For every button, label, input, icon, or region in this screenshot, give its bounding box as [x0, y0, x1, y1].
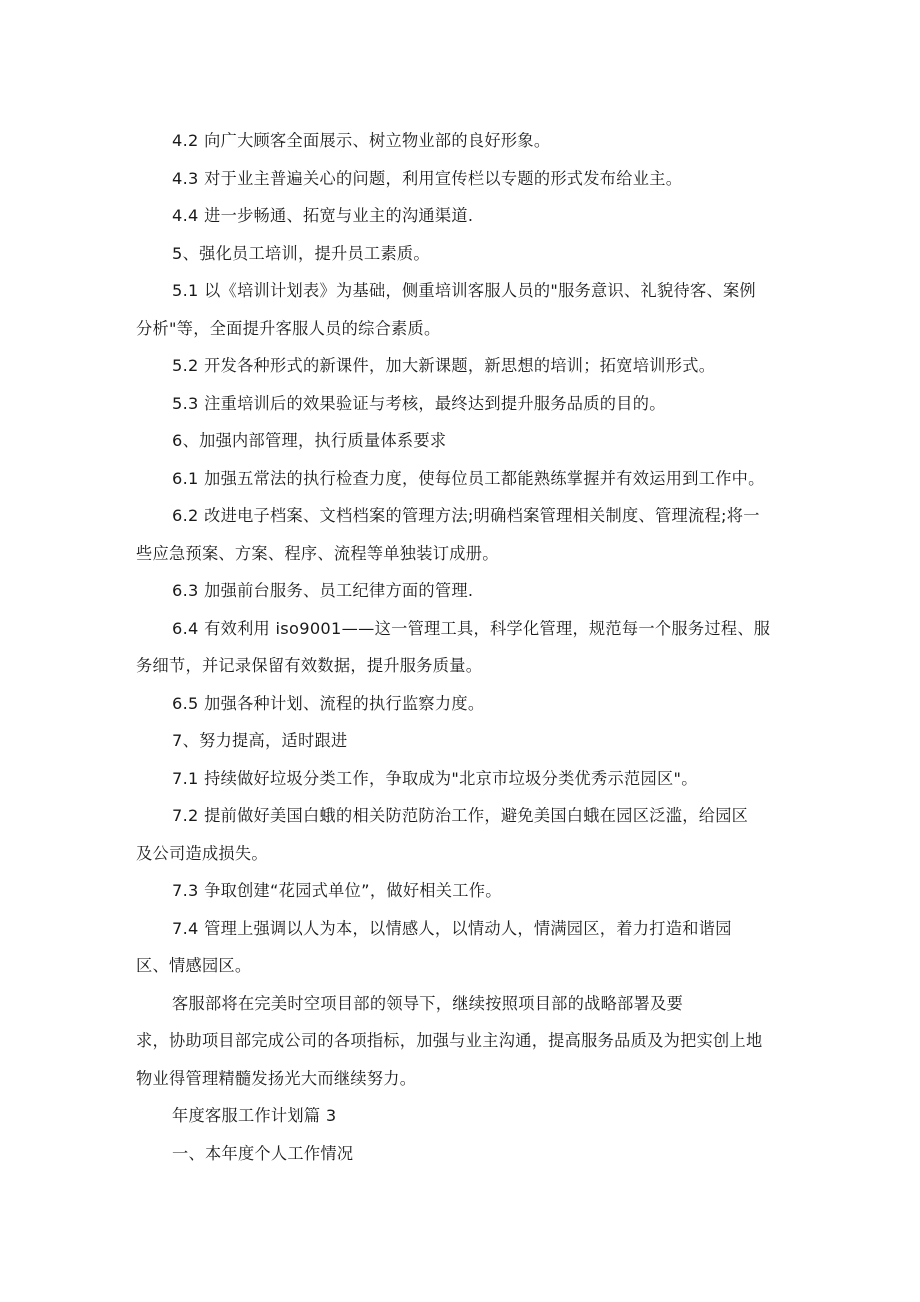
text-line: 些应急预案、方案、程序、流程等单独装订成册。 [136, 543, 499, 563]
document-body [136, 122, 786, 1172]
text-line: 7.3 争取创建“花园式单位”，做好相关工作。 [172, 881, 502, 900]
text-line: 客服部将在完美时空项目部的领导下，继续按照项目部的战略部署及要 [172, 993, 684, 1013]
text-line: 5.3 注重培训后的效果验证与考核，最终达到提升服务品质的目的。 [172, 393, 666, 413]
text-line: 7.1 持续做好垃圾分类工作，争取成为"北京市垃圾分类优秀示范园区"。 [172, 768, 698, 788]
text-line: 年度客服工作计划篇 3 [172, 1106, 337, 1125]
text-line: 6.1 加强五常法的执行检查力度，使每位员工都能熟练掌握并有效运用到工作中。 [172, 468, 765, 488]
text-line: 物业得管理精髓发扬光大而继续努力。 [136, 1068, 417, 1088]
text-line: 7、努力提高，适时跟进 [172, 731, 348, 750]
text-line: 6.5 加强各种计划、流程的执行监察力度。 [172, 693, 485, 713]
text-line: 5.2 开发各种形式的新课件，加大新课题，新思想的培训；拓宽培训形式。 [172, 356, 716, 375]
text-line: 6.2 改进电子档案、文档档案的管理方法;明确档案管理相关制度、管理流程;将一 [172, 506, 760, 525]
text-line: 分析"等，全面提升客服人员的综合素质。 [136, 318, 441, 338]
text-line: 一、本年度个人工作情况 [172, 1143, 354, 1163]
text-line: 5.1 以《培训计划表》为基础，侧重培训客服人员的"服务意识、礼貌待客、案例 [172, 281, 756, 300]
text-line: 4.4 进一步畅通、拓宽与业主的沟通渠道. [172, 206, 474, 225]
text-line: 6.4 有效利用 iso9001——这一管理工具，科学化管理，规范每一个服务过程、服 [172, 618, 771, 638]
text-line: 7.4 管理上强调以人为本，以情感人，以情动人，情满园区，着力打造和谐园 [172, 918, 732, 938]
text-line: 5、强化员工培训，提升员工素质。 [172, 243, 430, 263]
text-line: 及公司造成损失。 [136, 843, 268, 863]
text-line: 6.3 加强前台服务、员工纪律方面的管理. [172, 581, 474, 600]
text-line: 6、加强内部管理，执行质量体系要求 [172, 431, 447, 450]
text-line: 7.2 提前做好美国白蛾的相关防范防治工作，避免美国白蛾在园区泛滥，给园区 [172, 806, 749, 825]
text-line: 4.2 向广大顾客全面展示、树立物业部的良好形象。 [172, 131, 551, 150]
text-line: 求，协助项目部完成公司的各项指标，加强与业主沟通，提高服务品质及为把实创上地 [136, 1031, 763, 1050]
text-line: 4.3 对于业主普遍关心的问题，利用宣传栏以专题的形式发布给业主。 [172, 168, 683, 188]
text-line: 区、情感园区。 [136, 956, 252, 975]
text-line: 务细节，并记录保留有效数据，提升服务质量。 [136, 656, 483, 675]
